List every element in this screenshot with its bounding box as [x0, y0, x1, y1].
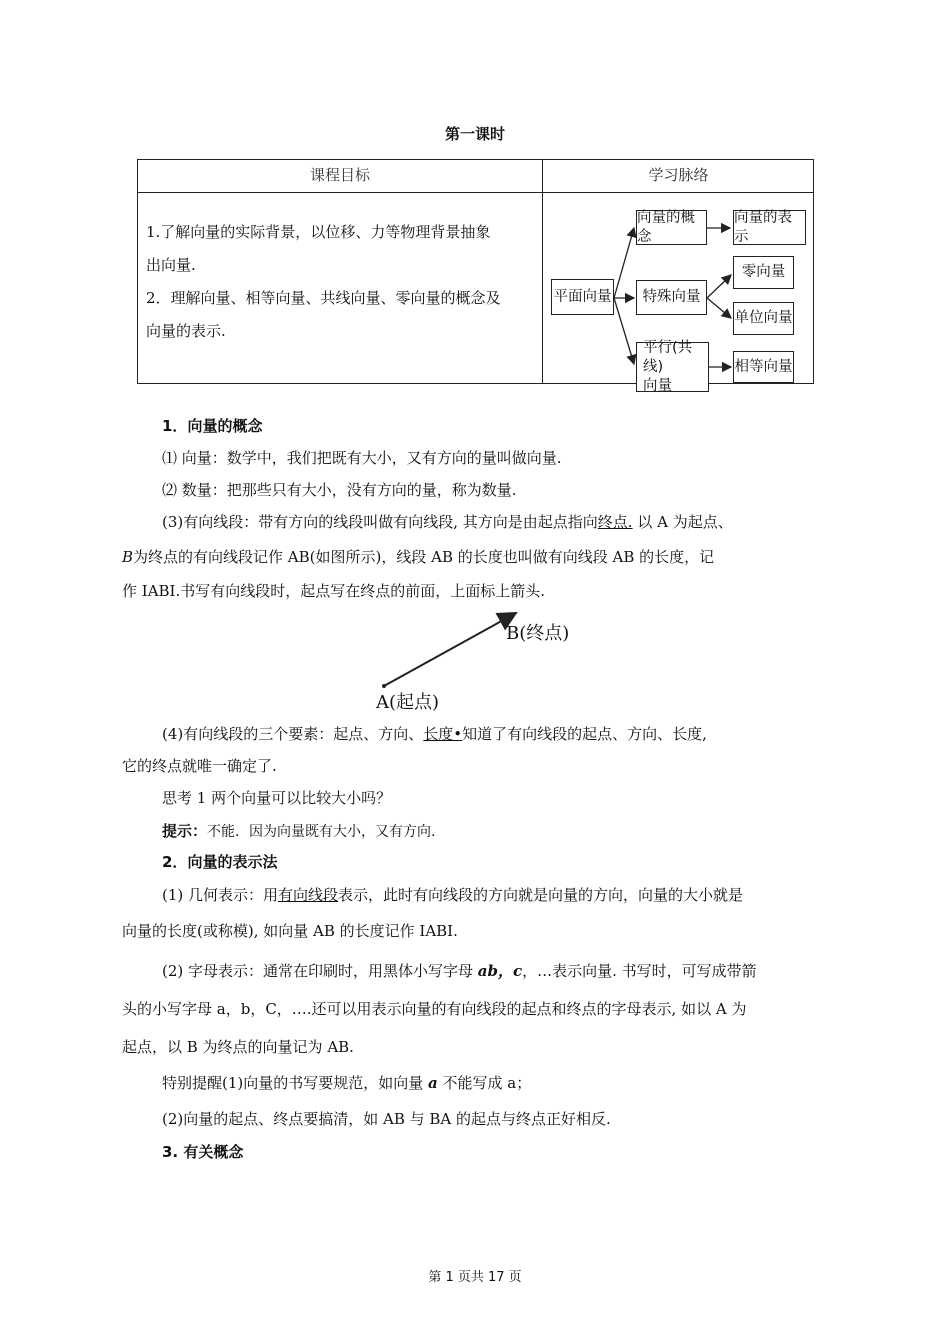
think-question: 思考 1 两个向量可以比较大小吗？	[162, 789, 392, 807]
s2p2-text-b: ，…表示向量. 书写时，可写成带箭	[522, 962, 757, 980]
section-1-p3-line-3: 作 IABI.书写有向线段时，起点写在终点的前面，上面标上箭头.	[122, 582, 546, 600]
p4-underlined: 长度•	[423, 725, 463, 743]
diagram-equal-vector: 相等向量	[733, 351, 794, 383]
s2p2-text-a: (2) 字母表示：通常在印刷时，用黑体小写字母	[162, 962, 478, 980]
directed-segment-arrow	[384, 613, 516, 686]
diagram-parallel-line-1: 平行(共线)	[643, 339, 693, 375]
diagram-unit-vector: 单位向量	[733, 302, 794, 335]
goal-2-line-1: 2．理解向量、相等向量、共线向量、零向量的概念及	[146, 289, 501, 307]
section-1-number: 1．	[162, 417, 188, 435]
special-note-2: (2)向量的起点、终点要搞清，如 AB 与 BA 的起点与终点正好相反.	[162, 1110, 611, 1128]
p4-text-b: 知道了有向线段的起点、方向、长度,	[462, 725, 707, 743]
section-2-p2	[162, 960, 757, 981]
section-1-p2: ⑵ 数量：把那些只有大小，没有方向的量，称为数量.	[162, 481, 517, 499]
hint-text: 不能．因为向量既有大小，又有方向.	[207, 824, 436, 840]
lesson-title: 第一课时	[444, 125, 505, 143]
section-2-title: 向量的表示法	[187, 853, 278, 871]
section-3-heading: 3. 有关概念	[162, 1143, 244, 1161]
goal-2-line-2: 向量的表示.	[146, 322, 226, 340]
section-2-number: 2．	[162, 853, 188, 871]
s2p2-bold-letters: ab，c	[477, 962, 523, 980]
page-footer: 第 1 页共 17 页	[428, 1270, 522, 1285]
diagram-vector-representation: 向量的表示	[733, 210, 806, 245]
section-1-p1: ⑴ 向量：数学中，我们把既有大小，又有方向的量叫做向量.	[162, 449, 562, 467]
header-learning-path: 学习脉络	[648, 166, 709, 184]
figure-label-a: A(起点)	[376, 692, 440, 713]
section-2-p1	[162, 884, 743, 905]
goal-1-line-2: 出向量.	[146, 256, 196, 274]
diagram-parallel-line-2: 向量	[643, 377, 672, 394]
hint-label: 提示：	[162, 822, 208, 840]
figure-label-b: B(终点)	[506, 623, 570, 644]
special-note-1	[162, 1072, 531, 1093]
s2p1-underlined: 有向线段	[278, 886, 339, 904]
section-1-title: 向量的概念	[187, 417, 263, 435]
diagram-special-vector: 特殊向量	[636, 280, 707, 315]
section-2-p2-line-3: 起点，以 B 为终点的向量记为 AB.	[122, 1038, 354, 1056]
section-1-p4	[162, 723, 707, 744]
header-course-goals: 课程目标	[309, 166, 370, 184]
s2p1-text-a: (1) 几何表示：用	[162, 886, 279, 904]
note1-text-a: 特别提醒(1)向量的书写要规范，如向量	[162, 1074, 429, 1092]
section-2-p2-line-2: 头的小写字母 a，b，C，….还可以用表示向量的有向线段的起点和终点的字母表示, 如以 A 为	[122, 1000, 747, 1018]
diagram-vector-concept: 向量的概念	[636, 210, 707, 245]
note1-bold-a: a	[428, 1074, 438, 1092]
p3-text-a: (3)有向线段：带有方向的线段叫做有向线段, 其方向是由起点指向	[162, 513, 598, 531]
note1-text-b: 不能写成 a；	[437, 1074, 532, 1092]
diagram-plane-vector: 平面向量	[551, 279, 614, 315]
section-2-p1-line-2: 向量的长度(或称模), 如向量 AB 的长度记作 IABI.	[122, 922, 458, 940]
p3-line-2-text: 为终点的有向线段记作 AB(如图所示)，线段 AB 的长度也叫做有向线段 AB 的长度，记	[133, 548, 715, 566]
section-2-heading	[162, 851, 277, 872]
goal-1-line-1: 1.了解向量的实际背景，以位移、力等物理背景抽象	[146, 223, 491, 241]
p3-text-b: 以 A 为起点、	[632, 513, 733, 531]
s2p1-text-b: 表示，此时有向线段的方向就是向量的方向，向量的大小就是	[338, 886, 744, 904]
p3-italic-b: B	[122, 548, 134, 566]
p4-text-a: (4)有向线段的三个要素：起点、方向、	[162, 725, 424, 743]
section-1-p4-line-2: 它的终点就唯一确定了.	[122, 757, 277, 775]
hint	[162, 820, 435, 841]
diagram-zero-vector: 零向量	[733, 256, 794, 289]
p3-underlined: 终点.	[597, 513, 633, 531]
